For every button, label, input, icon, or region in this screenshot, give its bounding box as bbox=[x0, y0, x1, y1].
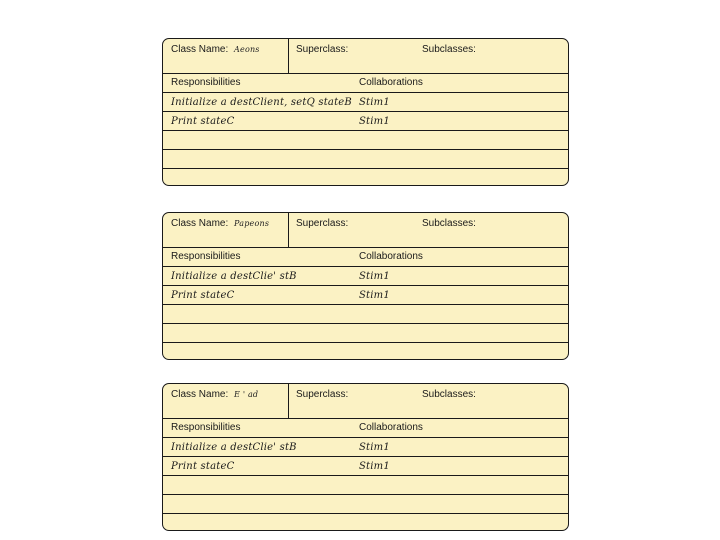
card-header bbox=[163, 384, 568, 419]
collaboration-text: Stim1 bbox=[359, 442, 390, 453]
responsibility-text: Print stateC bbox=[171, 290, 235, 301]
responsibilities-header: Responsibilities bbox=[171, 251, 241, 262]
responsibilities-header: Responsibilities bbox=[171, 77, 241, 88]
empty-row bbox=[163, 495, 568, 514]
crc-card-3 bbox=[162, 383, 569, 531]
responsibility-text: Print stateC bbox=[171, 116, 235, 127]
table-row bbox=[163, 286, 568, 305]
empty-row bbox=[163, 513, 568, 531]
class-name-label: Class Name: bbox=[171, 44, 229, 55]
class-name-cell bbox=[163, 213, 289, 247]
crc-card-2 bbox=[162, 212, 569, 360]
empty-row bbox=[163, 168, 568, 186]
collaboration-text: Stim1 bbox=[359, 271, 390, 282]
superclass-label: Superclass: bbox=[296, 44, 349, 55]
collaborations-header: Collaborations bbox=[359, 422, 423, 433]
superclass-label: Superclass: bbox=[296, 218, 349, 229]
collaboration-text: Stim1 bbox=[359, 461, 390, 472]
subclasses-label: Subclasses: bbox=[422, 389, 476, 400]
empty-row bbox=[163, 150, 568, 169]
table-row bbox=[163, 438, 568, 457]
responsibility-text: Initialize a destClie' stB bbox=[171, 442, 297, 453]
empty-row bbox=[163, 305, 568, 324]
column-header-row bbox=[163, 248, 568, 267]
class-name-value: Aeons bbox=[234, 45, 260, 54]
table-row bbox=[163, 93, 568, 112]
column-header-row bbox=[163, 74, 568, 93]
crc-card-1 bbox=[162, 38, 569, 186]
collaboration-text: Stim1 bbox=[359, 116, 390, 127]
subclasses-label: Subclasses: bbox=[422, 44, 476, 55]
responsibility-text: Initialize a destClient, setQ stateB bbox=[171, 97, 352, 108]
subclasses-label: Subclasses: bbox=[422, 218, 476, 229]
class-name-cell bbox=[163, 39, 289, 73]
class-name-label: Class Name: bbox=[171, 218, 229, 229]
class-name-value: E ' ad bbox=[234, 390, 259, 399]
table-row bbox=[163, 457, 568, 476]
empty-row bbox=[163, 476, 568, 495]
superclass-label: Superclass: bbox=[296, 389, 349, 400]
column-header-row bbox=[163, 419, 568, 438]
responsibility-text: Print stateC bbox=[171, 461, 235, 472]
collaborations-header: Collaborations bbox=[359, 77, 423, 88]
empty-row bbox=[163, 131, 568, 150]
card-header bbox=[163, 39, 568, 74]
class-name-cell bbox=[163, 384, 289, 418]
class-name-label: Class Name: bbox=[171, 389, 229, 400]
responsibility-text: Initialize a destClie' stB bbox=[171, 271, 297, 282]
empty-row bbox=[163, 342, 568, 360]
class-name-value: Papeons bbox=[234, 219, 270, 228]
card-header bbox=[163, 213, 568, 248]
table-row bbox=[163, 112, 568, 131]
table-row bbox=[163, 267, 568, 286]
empty-row bbox=[163, 324, 568, 343]
collaboration-text: Stim1 bbox=[359, 290, 390, 301]
collaborations-header: Collaborations bbox=[359, 251, 423, 262]
collaboration-text: Stim1 bbox=[359, 97, 390, 108]
responsibilities-header: Responsibilities bbox=[171, 422, 241, 433]
